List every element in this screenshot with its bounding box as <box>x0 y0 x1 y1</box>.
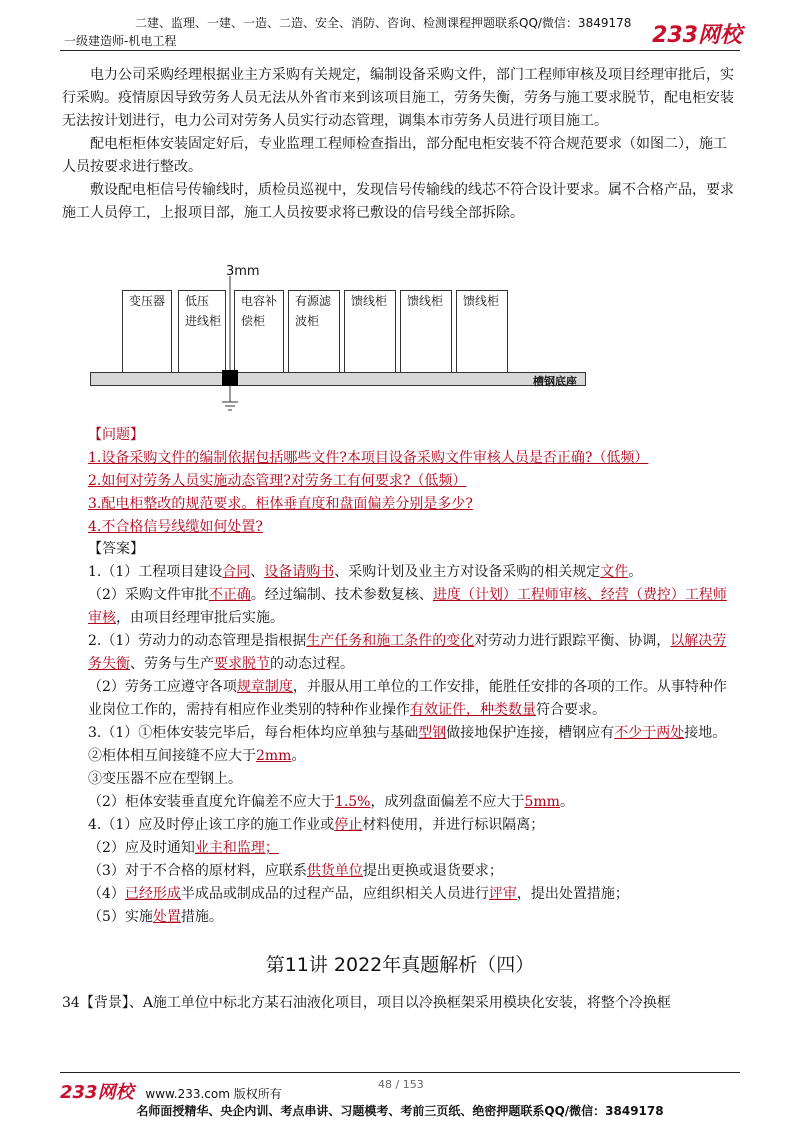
answer-keyword: 停止 <box>334 817 363 833</box>
ground-connection-block <box>222 370 238 386</box>
next-case-text: 34【背景】、A施工单位中标北方某石油液化项目，项目以冷换框架采用模块化安装，将整个冷换框 <box>62 995 671 1011</box>
answer-keyword: 不正确 <box>208 587 251 603</box>
answer-keyword: 评审 <box>488 886 517 902</box>
answer-line <box>88 837 740 860</box>
answer-line <box>88 745 740 768</box>
answer-text: ，并服从用工单位的工作安排，能胜任安排的各项的工作。从事特种作业岗位工作的，需持有相应作业类别的特种作业操作 <box>88 679 727 718</box>
cabinet-label: 进线柜 <box>185 314 222 328</box>
answer-text: 半成品或制成品的过程产品，应组织相关人员进行 <box>180 886 489 902</box>
cabinet-filter <box>288 290 340 374</box>
cabinet-feeder <box>456 290 508 374</box>
cabinet-capacitor <box>234 290 284 374</box>
answer-text: 符合要求。 <box>536 702 606 718</box>
answer-keyword: 要求脱节 <box>214 656 270 672</box>
answer-text: 3.（1）①柜体安装完毕后，每台柜体均应单独与基础 <box>88 725 419 741</box>
answer-text: ，成列盘面偏差不应大于 <box>370 794 525 810</box>
answer-keyword: 5mm <box>524 794 560 810</box>
answer-line <box>88 906 740 929</box>
answer-text: ，提出处置措施； <box>516 886 629 902</box>
switchgear-diagram <box>88 262 588 412</box>
answer-keyword: 不少于两处 <box>614 725 685 741</box>
answer-keyword: 以解决劳务失衡 <box>88 633 727 672</box>
answer-keyword: 供货单位 <box>306 863 363 879</box>
section-title: 第11讲 2022年真题解析（四） <box>265 954 535 976</box>
answer-keyword: 业主和监理； <box>194 840 279 856</box>
channel-steel-base <box>90 372 586 386</box>
answer-text: 的动态过程。 <box>270 656 354 672</box>
question-item: 4.不合格信号线缆如何处置? <box>88 519 263 535</box>
answer-text: 。经过编制、技术参数复核、 <box>250 587 433 603</box>
cabinet-incoming <box>178 290 226 374</box>
page-number: 48 / 153 <box>378 1078 424 1091</box>
answer-text: （4） <box>88 886 125 902</box>
answer-text: 、采购计划及业主方对设备采购的相关规定 <box>334 564 601 580</box>
answer-text: 。 <box>291 748 306 764</box>
answer-text: 。 <box>628 564 643 580</box>
answer-text: 材料使用，并进行标识隔离； <box>362 817 545 833</box>
answer-keyword: 1.5% <box>334 794 371 810</box>
background-paragraph: 电力公司采购经理根据业主方采购有关规定，编制设备采购文件，部门工程师审核及项目经理审批后，实行采购。疫情原因导致劳务人员无法从外省市来到该项目施工，劳务失衡，劳务与施工要求脱节，配电柜安装无法按计划进行，电力公司对劳务人员实行动态管理，调集本市劳务人员进行项目施工。 <box>62 67 734 129</box>
answer-text: 提出更换或退货要求； <box>362 863 503 879</box>
answer-text: ②柜体相互间接缝不应大于 <box>88 748 256 764</box>
footer-left <box>60 1078 282 1104</box>
answer-text: 。 <box>559 794 574 810</box>
answer-keyword: 合同 <box>222 564 251 580</box>
answer-keyword: 有效证件，种类数量 <box>410 702 536 718</box>
answer-text: （2）采购文件审批 <box>88 587 209 603</box>
answer-line <box>88 676 740 722</box>
cabinet-label: 电容补 <box>241 294 278 308</box>
gap-label: 3mm <box>226 264 260 279</box>
background-paragraph: 敷设配电柜信号传输线时，质检员巡视中，发现信号传输线的线芯不符合设计要求。属不合格产品，要求施工人员停工，上报项目部，施工人员按要求将已敷设的信号线全部拆除。 <box>62 182 734 221</box>
cabinet-feeder <box>344 290 396 374</box>
base-label: 槽钢底座 <box>533 375 577 388</box>
answer-keyword: 进度（计划）工程师审核、经营（费控）工程师审核 <box>88 587 727 626</box>
background-section <box>62 64 740 225</box>
answer-line <box>88 814 740 837</box>
answer-keyword: 文件 <box>600 564 629 580</box>
answer-text: （3）对于不合格的原材料，应联系 <box>88 863 307 879</box>
answer-text: 对劳动力进行跟踪平衡、协调， <box>474 633 671 649</box>
answer-text: 1.（1）工程项目建设 <box>88 564 223 580</box>
answer-keyword: 处置 <box>152 909 181 925</box>
answer-text: （2）劳务工应遵守各项 <box>88 679 237 695</box>
question-item: 1.设备采购文件的编制依据包括哪些文件?本项目设备采购文件审核人员是否正确?（低频） <box>88 450 649 466</box>
background-paragraph: 配电柜柜体安装固定好后，专业监理工程师检查指出，部分配电柜安装不符合规范要求（如图二），施工人员按要求进行整改。 <box>62 136 727 175</box>
answer-line <box>88 561 740 584</box>
footer-logo: 233网校 <box>60 1082 134 1103</box>
answer-keyword: 生产任务和施工条件的变化 <box>306 633 475 649</box>
footer-site: www.233.com 版权所有 <box>145 1087 282 1101</box>
answer-text: 、劳务与生产 <box>130 656 214 672</box>
answer-text: 、 <box>250 564 265 580</box>
cabinet-label: 馈线柜 <box>407 294 444 308</box>
question-item: 3.配电柜整改的规范要求。柜体垂直度和盘面偏差分别是多少? <box>88 496 473 512</box>
footer-divider <box>60 1072 740 1073</box>
answers-section <box>62 538 740 929</box>
answer-line <box>88 722 740 745</box>
answer-text: 接地。 <box>684 725 727 741</box>
answer-keyword: 设备请购书 <box>264 564 335 580</box>
answer-line <box>88 630 740 676</box>
cabinet-label: 波柜 <box>295 314 320 328</box>
answer-keyword: 已经形成 <box>124 886 181 902</box>
answer-keyword: 2mm <box>256 748 292 764</box>
question-item: 2.如何对劳务人员实施动态管理?对劳务工有何要求?（低频） <box>88 473 467 489</box>
answer-line <box>88 860 740 883</box>
cabinet-label: 偿柜 <box>241 314 266 328</box>
header-subject: 一级建造师-机电工程 <box>64 34 177 48</box>
answer-text: ，由项目经理审批后实施。 <box>116 610 284 626</box>
cabinet-transformer <box>122 290 172 374</box>
answer-text: 4.（1）应及时停止该工序的施工作业或 <box>88 817 335 833</box>
header-logo: 233网校 <box>652 23 742 48</box>
answer-line <box>88 883 740 906</box>
cabinet-label: 低压 <box>185 294 210 308</box>
answer-line <box>88 584 740 630</box>
questions-section <box>62 424 740 539</box>
cabinet-feeder <box>400 290 452 374</box>
answer-text: 做接地保护连接，槽钢应有 <box>446 725 615 741</box>
next-case-section <box>62 992 740 1015</box>
answer-keyword: 型钢 <box>418 725 447 741</box>
answer-text: 措施。 <box>180 909 223 925</box>
answer-keyword: 规章制度 <box>236 679 293 695</box>
cabinet-label: 馈线柜 <box>351 294 388 308</box>
answer-text: （2）柜体安装垂直度允许偏差不应大于 <box>88 794 335 810</box>
answer-line <box>88 791 740 814</box>
answers-heading: 【答案】 <box>88 541 144 557</box>
answer-text: （5）实施 <box>88 909 153 925</box>
answer-line: ③变压器不应在型钢上。 <box>88 771 242 787</box>
cabinet-label: 有源滤 <box>295 294 332 308</box>
footer-promo: 名师面授精华、央企内训、考点串讲、习题模考、考前三页纸、绝密押题联系QQ/微信：3849178 <box>136 1104 664 1118</box>
cabinet-label: 变压器 <box>129 294 166 308</box>
header-promo: 二建、监理、一建、一造、二造、安全、消防、咨询、检测课程押题联系QQ/微信：3849178 <box>135 16 632 30</box>
cabinet-label: 馈线柜 <box>463 294 500 308</box>
answer-text: 2.（1）劳动力的动态管理是指根据 <box>88 633 307 649</box>
header-divider <box>60 50 740 51</box>
questions-heading: 【问题】 <box>88 427 144 443</box>
answer-text: （2）应及时通知 <box>88 840 195 856</box>
